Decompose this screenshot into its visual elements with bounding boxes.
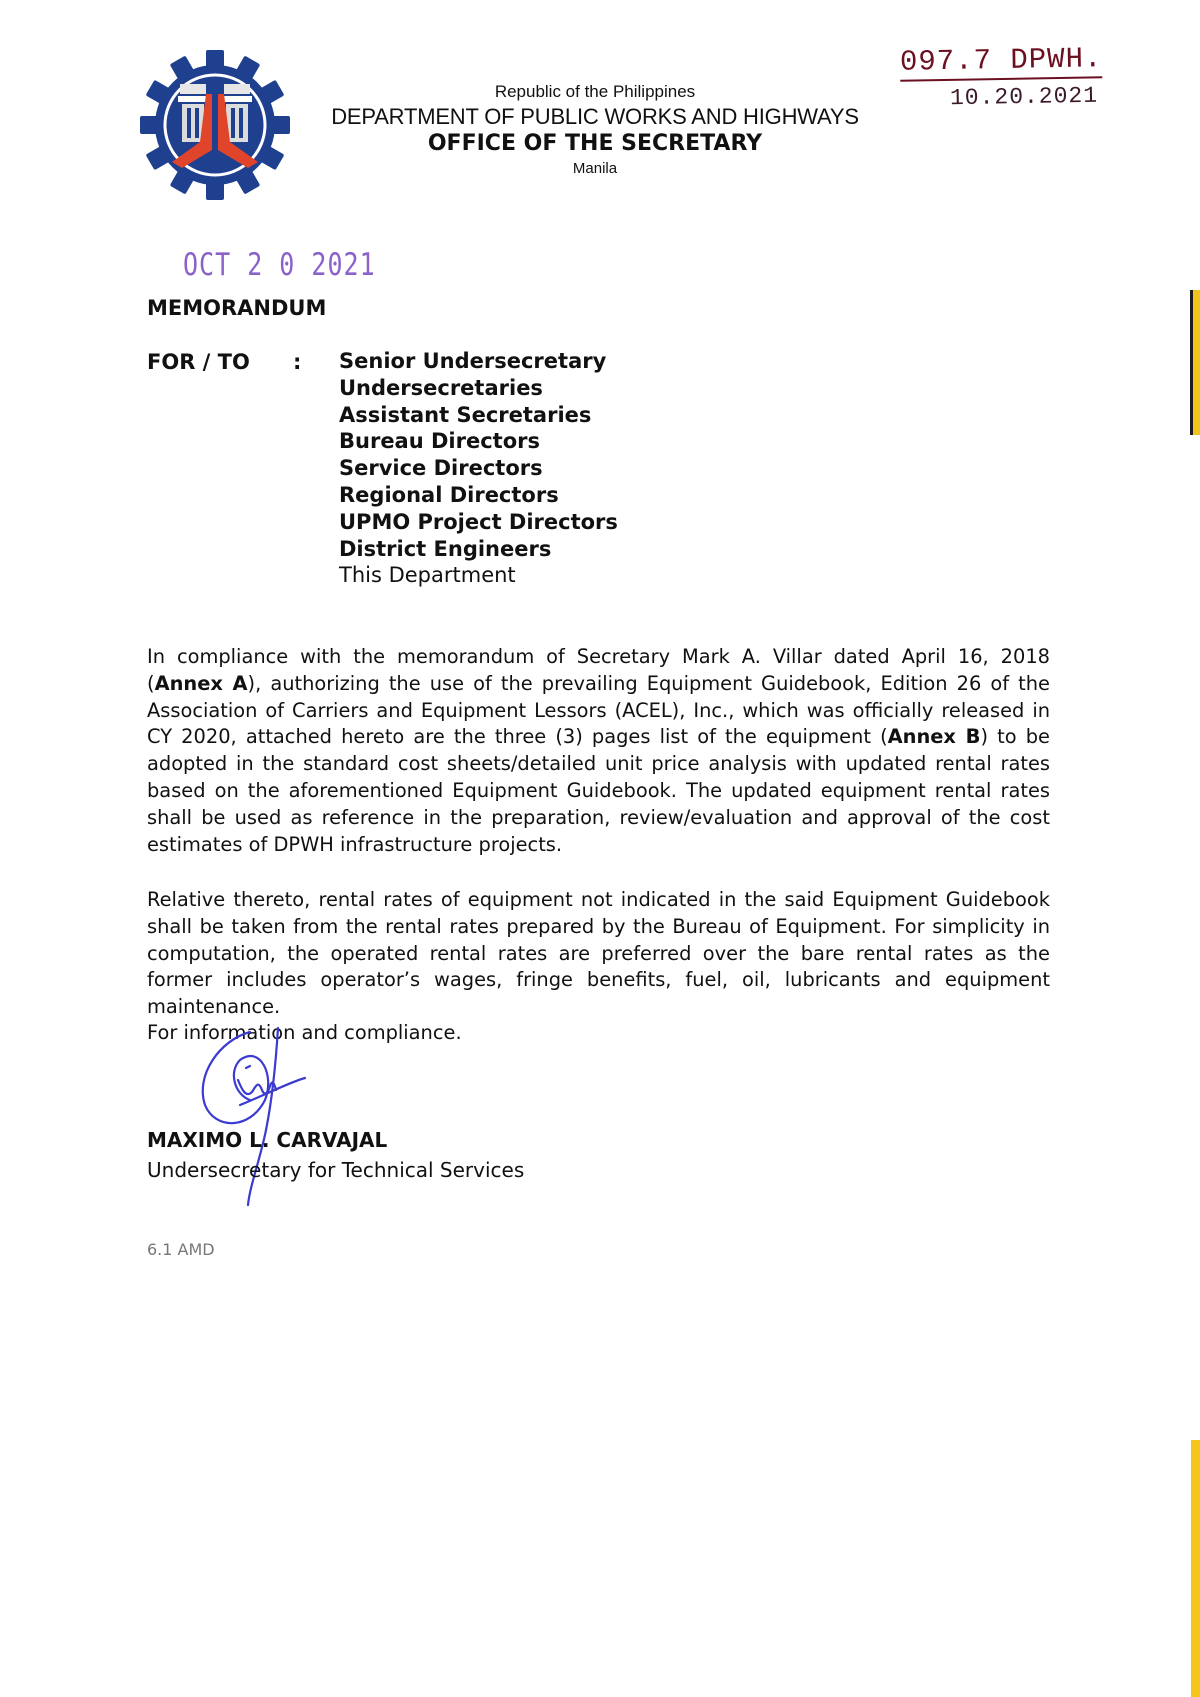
recipient-item: Regional Directors	[339, 482, 559, 507]
p1-text-b: ), authorizing the use of the prevailing Equipment Guidebook, Edition 26 of the Association of Carriers and Equipment Lessors (ACEL), Inc., which was officially released in CY 2020, attached hereto are the three (3) pages list of the equipment (	[147, 671, 1050, 749]
recipients-colon: :	[293, 350, 302, 374]
p1-text-c: ) to be adopted in the standard cost sheets/detailed unit price analysis with updated rental rates based on the aforementioned Equipment Guidebook. The updated equipment rental rates shall be used as reference in the preparation, review/evaluation and approval of the cost estimates of DPWH infrastructure projects.	[147, 725, 1050, 856]
body-paragraph-3: For information and compliance.	[147, 1021, 462, 1044]
recipients-list	[339, 348, 618, 589]
signatory-name: MAXIMO L. CARVAJAL	[147, 1128, 388, 1152]
received-date-stamp: OCT 2 0 2021	[183, 246, 376, 283]
recipient-item: District Engineers	[339, 536, 552, 561]
annex-b-reference: Annex B	[887, 725, 981, 749]
recipient-item: Senior Undersecretary	[339, 349, 607, 373]
recipient-closing: This Department	[339, 563, 516, 588]
recipient-item: Bureau Directors	[339, 429, 540, 454]
p1-text-a: In compliance with the memorandum of Secretary Mark A. Villar dated April 16, 2018 (	[147, 645, 1050, 695]
file-code: 6.1 AMD	[147, 1240, 215, 1259]
signatory-title: Undersecretary for Technical Services	[147, 1158, 525, 1182]
letterhead-department: DEPARTMENT OF PUBLIC WORKS AND HIGHWAYS	[331, 104, 859, 129]
handwritten-date: 10.20.2021	[949, 82, 1099, 112]
recipient-item: UPMO Project Directors	[339, 509, 618, 534]
right-edge-yellow-strip	[1191, 1440, 1200, 1697]
recipient-item: Assistant Secretaries	[339, 402, 592, 427]
dpwh-seal-logo	[140, 50, 290, 200]
recipient-item: Undersecretaries	[339, 375, 543, 400]
letterhead-office: OFFICE OF THE SECRETARY	[427, 131, 763, 156]
annex-a-reference: Annex A	[154, 671, 248, 695]
right-edge-tab-marker	[1190, 290, 1200, 435]
memo-title: MEMORANDUM	[147, 296, 327, 320]
letterhead-republic: Republic of the Philippines	[494, 82, 696, 101]
recipients-label: FOR / TO	[147, 350, 250, 374]
recipient-item: Service Directors	[339, 456, 543, 481]
letterhead-city: Manila	[572, 160, 618, 177]
body-paragraph-1	[147, 644, 1050, 858]
handwritten-reference-number: 097.7 DPWH.	[900, 44, 1103, 82]
body-paragraph-2: Relative thereto, rental rates of equipment not indicated in the said Equipment Guidebook shall be taken from the rental rates prepared by the Bureau of Equipment. For simplicity in computation, the operated rental rates are preferred over the bare rental rates as the former includes operator’s wages, fringe benefits, fuel, oil, lubricants and equipment maintenance.	[147, 888, 1050, 1019]
